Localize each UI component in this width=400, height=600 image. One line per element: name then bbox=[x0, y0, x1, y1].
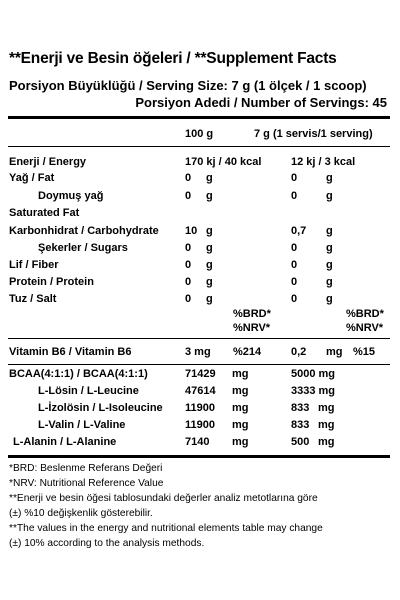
row-protein-u2: g bbox=[326, 276, 333, 288]
row-sugar-v2: 0 bbox=[291, 242, 298, 254]
row-vitb6-p2: %15 bbox=[353, 346, 376, 358]
row-sat-label: Doymuş yağ bbox=[38, 190, 104, 202]
header-serving: 7 g (1 servis/1 serving) bbox=[254, 128, 373, 140]
row-sugar-u2: g bbox=[326, 242, 333, 254]
row-fiber-v2: 0 bbox=[291, 259, 298, 271]
row-bcaa-label: BCAA(4:1:1) / BCAA(4:1:1) bbox=[9, 368, 148, 380]
row-sugar-label: Şekerler / Sugars bbox=[38, 242, 128, 254]
number-of-servings: Porsiyon Adedi / Number of Servings: 45 bbox=[135, 95, 387, 110]
divider-amino bbox=[8, 364, 390, 365]
row-isoleucine-u2: mg bbox=[318, 402, 335, 414]
row-sat-v2: 0 bbox=[291, 190, 298, 202]
row-alanine-u1: mg bbox=[232, 436, 249, 448]
row-vitb6-u2: mg bbox=[326, 346, 343, 358]
row-sugar-u1: g bbox=[206, 242, 213, 254]
row-carb-u1: g bbox=[206, 225, 213, 237]
row-fiber-v1: 0 bbox=[185, 259, 192, 271]
row-leucine-u1: mg bbox=[232, 385, 249, 397]
row-salt-u2: g bbox=[326, 293, 333, 305]
row-isoleucine-label: L-İzolösin / L-Isoleucine bbox=[38, 402, 163, 414]
row-fat-u2: g bbox=[326, 172, 333, 184]
row-isoleucine-v2: 833 bbox=[291, 402, 310, 414]
serving-size: Porsiyon Büyüklüğü / Serving Size: 7 g (1 ölçek / 1 scoop) bbox=[9, 78, 367, 93]
row-sugar-v1: 0 bbox=[185, 242, 192, 254]
row-alanine-label: L-Alanin / L-Alanine bbox=[13, 436, 117, 448]
footnote-en-1: **The values in the energy and nutritional elements table may change bbox=[9, 523, 323, 534]
divider-top bbox=[8, 116, 390, 119]
row-alanine-v1: 7140 bbox=[185, 436, 210, 448]
footnote-nrv: *NRV: Nutritional Reference Value bbox=[9, 478, 164, 489]
row-sat-label-en: Saturated Fat bbox=[9, 207, 80, 219]
row-valine-u1: mg bbox=[232, 419, 249, 431]
row-protein-label: Protein / Protein bbox=[9, 276, 94, 288]
nrv-header-serving: %NRV* bbox=[346, 322, 384, 334]
brd-header-serving: %BRD* bbox=[346, 308, 384, 320]
row-alanine-v2: 500 bbox=[291, 436, 310, 448]
row-salt-u1: g bbox=[206, 293, 213, 305]
row-valine-v1: 11900 bbox=[185, 419, 215, 431]
row-salt-label: Tuz / Salt bbox=[9, 293, 57, 305]
row-salt-v2: 0 bbox=[291, 293, 298, 305]
row-leucine-v1: 47614 bbox=[185, 385, 216, 397]
row-sat-u1: g bbox=[206, 190, 213, 202]
row-sat-v1: 0 bbox=[185, 190, 192, 202]
row-vitb6-v2: 0,2 bbox=[291, 346, 307, 358]
row-isoleucine-u1: mg bbox=[232, 402, 249, 414]
row-fiber-u2: g bbox=[326, 259, 333, 271]
row-leucine-label: L-Lösin / L-Leucine bbox=[38, 385, 139, 397]
row-alanine-u2: mg bbox=[318, 436, 335, 448]
row-protein-v1: 0 bbox=[185, 276, 192, 288]
row-salt-v1: 0 bbox=[185, 293, 192, 305]
row-vitb6-label: Vitamin B6 / Vitamin B6 bbox=[9, 346, 132, 358]
row-fat-u1: g bbox=[206, 172, 213, 184]
brd-header-100g: %BRD* bbox=[233, 308, 271, 320]
row-fiber-u1: g bbox=[206, 259, 213, 271]
divider-bottom bbox=[8, 455, 390, 458]
row-carb-u2: g bbox=[326, 225, 333, 237]
row-carb-v1: 10 bbox=[185, 225, 198, 237]
divider-header bbox=[8, 146, 390, 147]
row-vitb6-v1: 3 mg bbox=[185, 346, 211, 358]
facts-title: **Enerji ve Besin öğeleri / **Supplement Facts bbox=[9, 50, 337, 67]
row-bcaa-u1: mg bbox=[232, 368, 249, 380]
row-vitb6-p1: %214 bbox=[233, 346, 262, 358]
nrv-header-100g: %NRV* bbox=[233, 322, 271, 334]
row-valine-u2: mg bbox=[318, 419, 335, 431]
row-sat-u2: g bbox=[326, 190, 333, 202]
row-energy-v1: 170 kj / 40 kcal bbox=[185, 156, 262, 168]
row-energy-v2: 12 kj / 3 kcal bbox=[291, 156, 356, 168]
row-leucine-v2: 3333 mg bbox=[291, 385, 336, 397]
row-bcaa-v1: 71429 bbox=[185, 368, 216, 380]
row-energy-label: Enerji / Energy bbox=[9, 156, 87, 168]
row-protein-v2: 0 bbox=[291, 276, 298, 288]
header-100g: 100 g bbox=[185, 128, 214, 140]
row-fat-v2: 0 bbox=[291, 172, 298, 184]
row-isoleucine-v1: 11900 bbox=[185, 402, 215, 414]
row-carb-v2: 0,7 bbox=[291, 225, 307, 237]
row-carb-label: Karbonhidrat / Carbohydrate bbox=[9, 225, 159, 237]
row-fiber-label: Lif / Fiber bbox=[9, 259, 59, 271]
row-protein-u1: g bbox=[206, 276, 213, 288]
footnote-en-2: (±) 10% according to the analysis methods. bbox=[9, 538, 205, 549]
footnote-tr-1: **Enerji ve besin öğesi tablosundaki değerler analiz metotlarına göre bbox=[9, 493, 318, 504]
row-bcaa-v2: 5000 mg bbox=[291, 368, 336, 380]
footnote-brd: *BRD: Beslenme Referans Değeri bbox=[9, 463, 163, 474]
row-valine-label: L-Valin / L-Valine bbox=[38, 419, 126, 431]
row-fat-label: Yağ / Fat bbox=[9, 172, 55, 184]
footnote-tr-2: (±) %10 değişkenlik gösterebilir. bbox=[9, 508, 153, 519]
row-valine-v2: 833 bbox=[291, 419, 310, 431]
row-fat-v1: 0 bbox=[185, 172, 192, 184]
divider-vitamins bbox=[8, 338, 390, 339]
